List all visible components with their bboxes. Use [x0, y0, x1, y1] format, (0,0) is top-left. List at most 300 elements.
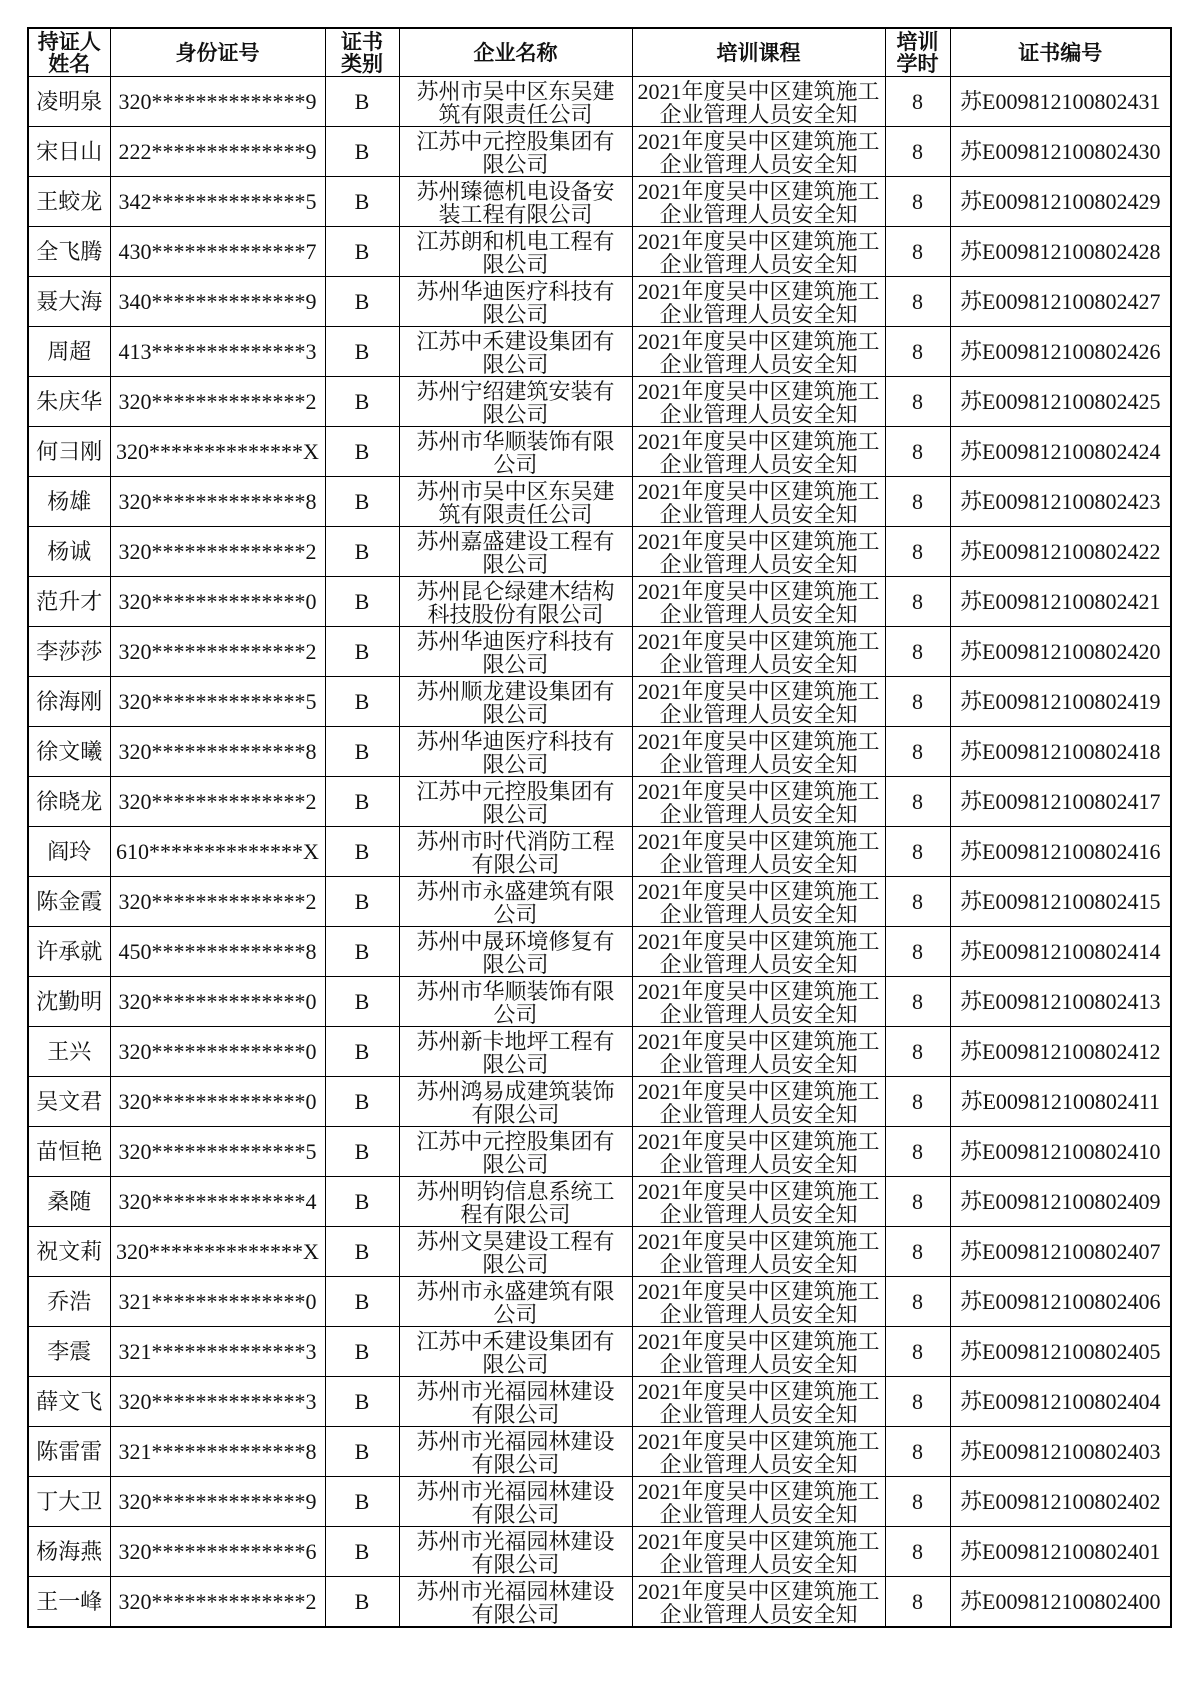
cert-type: B [325, 1527, 399, 1577]
course-cell [632, 1127, 885, 1177]
company-name: 苏州市光福园林建设有限公司 [416, 1529, 615, 1576]
table-row [28, 1227, 1171, 1277]
company-name: 苏州鸿易成建筑装饰有限公司 [416, 1079, 615, 1126]
table-row [28, 1527, 1171, 1577]
company-name: 苏州新卡地坪工程有限公司 [416, 1029, 615, 1076]
company-cell [399, 727, 632, 777]
course-cell [632, 1077, 885, 1127]
holder-name: 王兴 [28, 1027, 110, 1077]
cert-number: 苏E009812100802413 [950, 977, 1171, 1027]
id-number: 430**************7 [110, 227, 325, 277]
cert-type: B [325, 1027, 399, 1077]
training-course: 2021年度吴中区建筑施工企业管理人员安全知 [637, 979, 880, 1026]
training-hours: 8 [885, 477, 950, 527]
cert-number: 苏E009812100802430 [950, 127, 1171, 177]
course-cell [632, 1277, 885, 1327]
company-name: 苏州文昊建设工程有限公司 [416, 1229, 615, 1276]
course-cell [632, 1477, 885, 1527]
training-course: 2021年度吴中区建筑施工企业管理人员安全知 [637, 1379, 880, 1426]
course-cell [632, 1177, 885, 1227]
holder-name: 乔浩 [28, 1277, 110, 1327]
company-name: 苏州市华顺装饰有限公司 [416, 429, 615, 476]
training-course: 2021年度吴中区建筑施工企业管理人员安全知 [637, 1279, 880, 1326]
table-row [28, 777, 1171, 827]
training-hours: 8 [885, 927, 950, 977]
id-number: 320**************5 [110, 1127, 325, 1177]
course-cell [632, 177, 885, 227]
course-cell [632, 727, 885, 777]
training-hours: 8 [885, 1127, 950, 1177]
holder-name: 聂大海 [28, 277, 110, 327]
cert-number: 苏E009812100802423 [950, 477, 1171, 527]
course-cell [632, 1527, 885, 1577]
training-course: 2021年度吴中区建筑施工企业管理人员安全知 [637, 1529, 880, 1576]
training-hours: 8 [885, 1427, 950, 1477]
holder-name: 李震 [28, 1327, 110, 1377]
id-number: 340**************9 [110, 277, 325, 327]
cert-number: 苏E009812100802414 [950, 927, 1171, 977]
course-cell [632, 877, 885, 927]
holder-name: 徐文曦 [28, 727, 110, 777]
course-cell [632, 927, 885, 977]
training-course: 2021年度吴中区建筑施工企业管理人员安全知 [637, 529, 880, 576]
id-number: 320**************0 [110, 1027, 325, 1077]
holder-name: 阎玲 [28, 827, 110, 877]
company-name: 苏州臻德机电设备安装工程有限公司 [416, 179, 615, 226]
cert-type: B [325, 1227, 399, 1277]
id-number: 320**************9 [110, 77, 325, 127]
company-name: 苏州市永盛建筑有限公司 [416, 879, 615, 926]
training-course: 2021年度吴中区建筑施工企业管理人员安全知 [637, 729, 880, 776]
training-course: 2021年度吴中区建筑施工企业管理人员安全知 [637, 879, 880, 926]
holder-name: 徐晓龙 [28, 777, 110, 827]
cert-number: 苏E009812100802419 [950, 677, 1171, 727]
training-hours: 8 [885, 277, 950, 327]
company-name: 苏州宁绍建筑安装有限公司 [416, 379, 615, 426]
table-row [28, 1327, 1171, 1377]
holder-name: 沈勤明 [28, 977, 110, 1027]
company-cell [399, 1427, 632, 1477]
training-course: 2021年度吴中区建筑施工企业管理人员安全知 [637, 1079, 880, 1126]
header-row [28, 28, 1171, 77]
company-cell [399, 1377, 632, 1427]
training-course: 2021年度吴中区建筑施工企业管理人员安全知 [637, 429, 880, 476]
company-cell [399, 1277, 632, 1327]
company-cell [399, 877, 632, 927]
training-course: 2021年度吴中区建筑施工企业管理人员安全知 [637, 279, 880, 326]
table-row [28, 1277, 1171, 1327]
training-hours: 8 [885, 627, 950, 677]
cert-number: 苏E009812100802401 [950, 1527, 1171, 1577]
id-number: 320**************2 [110, 627, 325, 677]
holder-name: 王蛟龙 [28, 177, 110, 227]
id-number: 342**************5 [110, 177, 325, 227]
company-cell [399, 827, 632, 877]
table-row [28, 277, 1171, 327]
company-name: 苏州昆仑绿建木结构科技股份有限公司 [416, 579, 615, 626]
company-name: 苏州市吴中区东吴建筑有限责任公司 [416, 479, 615, 526]
training-hours: 8 [885, 127, 950, 177]
holder-name: 徐海刚 [28, 677, 110, 727]
header-cert-type: 证书类别 [325, 28, 399, 77]
holder-name: 吴文君 [28, 1077, 110, 1127]
course-cell [632, 277, 885, 327]
company-cell [399, 1527, 632, 1577]
header-holder-name: 持证人姓名 [28, 28, 110, 77]
table-row [28, 927, 1171, 977]
cert-type: B [325, 277, 399, 327]
holder-name: 杨雄 [28, 477, 110, 527]
company-name: 苏州市光福园林建设有限公司 [416, 1379, 615, 1426]
id-number: 320**************3 [110, 1377, 325, 1427]
company-cell [399, 77, 632, 127]
holder-name: 陈雷雷 [28, 1427, 110, 1477]
company-name: 苏州市吴中区东吴建筑有限责任公司 [416, 79, 615, 126]
company-cell [399, 627, 632, 677]
id-number: 320**************2 [110, 1577, 325, 1628]
training-course: 2021年度吴中区建筑施工企业管理人员安全知 [637, 1229, 880, 1276]
cert-type: B [325, 1377, 399, 1427]
cert-number: 苏E009812100802429 [950, 177, 1171, 227]
training-course: 2021年度吴中区建筑施工企业管理人员安全知 [637, 1479, 880, 1526]
header-id-number: 身份证号 [110, 28, 325, 77]
id-number: 320**************2 [110, 377, 325, 427]
course-cell [632, 577, 885, 627]
table-row [28, 677, 1171, 727]
table-row [28, 527, 1171, 577]
id-number: 413**************3 [110, 327, 325, 377]
cert-number: 苏E009812100802425 [950, 377, 1171, 427]
certificate-table [27, 27, 1172, 1628]
holder-name: 朱庆华 [28, 377, 110, 427]
table-row [28, 1427, 1171, 1477]
course-cell [632, 827, 885, 877]
cert-number: 苏E009812100802424 [950, 427, 1171, 477]
training-course: 2021年度吴中区建筑施工企业管理人员安全知 [637, 679, 880, 726]
training-course: 2021年度吴中区建筑施工企业管理人员安全知 [637, 1329, 880, 1376]
course-cell [632, 527, 885, 577]
table-row [28, 427, 1171, 477]
cert-type: B [325, 77, 399, 127]
training-hours: 8 [885, 327, 950, 377]
cert-number: 苏E009812100802400 [950, 1577, 1171, 1628]
holder-name: 李莎莎 [28, 627, 110, 677]
id-number: 320**************5 [110, 677, 325, 727]
course-cell [632, 77, 885, 127]
holder-name: 周超 [28, 327, 110, 377]
company-cell [399, 1477, 632, 1527]
id-number: 320**************X [110, 427, 325, 477]
cert-number: 苏E009812100802410 [950, 1127, 1171, 1177]
id-number: 320**************0 [110, 1077, 325, 1127]
company-name: 江苏中元控股集团有限公司 [416, 129, 615, 176]
cert-number: 苏E009812100802407 [950, 1227, 1171, 1277]
cert-number: 苏E009812100802405 [950, 1327, 1171, 1377]
id-number: 320**************2 [110, 877, 325, 927]
cert-type: B [325, 427, 399, 477]
company-cell [399, 927, 632, 977]
training-course: 2021年度吴中区建筑施工企业管理人员安全知 [637, 1129, 880, 1176]
training-hours: 8 [885, 177, 950, 227]
cert-number: 苏E009812100802422 [950, 527, 1171, 577]
cert-number: 苏E009812100802421 [950, 577, 1171, 627]
course-cell [632, 127, 885, 177]
company-cell [399, 177, 632, 227]
course-cell [632, 1227, 885, 1277]
course-cell [632, 977, 885, 1027]
training-course: 2021年度吴中区建筑施工企业管理人员安全知 [637, 179, 880, 226]
training-hours: 8 [885, 227, 950, 277]
id-number: 321**************0 [110, 1277, 325, 1327]
course-cell [632, 677, 885, 727]
id-number: 320**************2 [110, 777, 325, 827]
id-number: 320**************2 [110, 527, 325, 577]
cert-type: B [325, 1127, 399, 1177]
cert-type: B [325, 677, 399, 727]
training-hours: 8 [885, 377, 950, 427]
training-hours: 8 [885, 827, 950, 877]
course-cell [632, 1327, 885, 1377]
company-name: 苏州嘉盛建设工程有限公司 [416, 529, 615, 576]
holder-name: 桑随 [28, 1177, 110, 1227]
training-hours: 8 [885, 1577, 950, 1628]
cert-type: B [325, 177, 399, 227]
holder-name: 宋日山 [28, 127, 110, 177]
cert-number: 苏E009812100802417 [950, 777, 1171, 827]
cert-number: 苏E009812100802409 [950, 1177, 1171, 1227]
course-cell [632, 1027, 885, 1077]
course-cell [632, 427, 885, 477]
id-number: 320**************6 [110, 1527, 325, 1577]
training-course: 2021年度吴中区建筑施工企业管理人员安全知 [637, 929, 880, 976]
cert-type: B [325, 1277, 399, 1327]
table-row [28, 1027, 1171, 1077]
company-name: 苏州市时代消防工程有限公司 [416, 829, 615, 876]
header-company: 企业名称 [399, 28, 632, 77]
training-course: 2021年度吴中区建筑施工企业管理人员安全知 [637, 79, 880, 126]
table-row [28, 1477, 1171, 1527]
holder-name: 许承就 [28, 927, 110, 977]
cert-type: B [325, 827, 399, 877]
training-hours: 8 [885, 77, 950, 127]
company-cell [399, 677, 632, 727]
table-row [28, 627, 1171, 677]
header-hours: 培训学时 [885, 28, 950, 77]
training-course: 2021年度吴中区建筑施工企业管理人员安全知 [637, 329, 880, 376]
training-course: 2021年度吴中区建筑施工企业管理人员安全知 [637, 579, 880, 626]
course-cell [632, 777, 885, 827]
training-course: 2021年度吴中区建筑施工企业管理人员安全知 [637, 629, 880, 676]
company-cell [399, 477, 632, 527]
id-number: 320**************X [110, 1227, 325, 1277]
training-course: 2021年度吴中区建筑施工企业管理人员安全知 [637, 129, 880, 176]
id-number: 321**************3 [110, 1327, 325, 1377]
company-name: 江苏中元控股集团有限公司 [416, 1129, 615, 1176]
company-name: 苏州华迪医疗科技有限公司 [416, 729, 615, 776]
cert-number: 苏E009812100802411 [950, 1077, 1171, 1127]
cert-type: B [325, 777, 399, 827]
training-hours: 8 [885, 1227, 950, 1277]
company-cell [399, 1027, 632, 1077]
table-row [28, 1577, 1171, 1628]
training-hours: 8 [885, 527, 950, 577]
company-name: 江苏中元控股集团有限公司 [416, 779, 615, 826]
company-name: 苏州市光福园林建设有限公司 [416, 1479, 615, 1526]
company-cell [399, 777, 632, 827]
company-name: 江苏朗和机电工程有限公司 [416, 229, 615, 276]
table-row [28, 77, 1171, 127]
cert-type: B [325, 577, 399, 627]
company-cell [399, 977, 632, 1027]
cert-type: B [325, 927, 399, 977]
cert-type: B [325, 327, 399, 377]
training-course: 2021年度吴中区建筑施工企业管理人员安全知 [637, 229, 880, 276]
holder-name: 祝文莉 [28, 1227, 110, 1277]
company-name: 江苏中禾建设集团有限公司 [416, 329, 615, 376]
company-cell [399, 427, 632, 477]
cert-type: B [325, 1427, 399, 1477]
id-number: 450**************8 [110, 927, 325, 977]
holder-name: 薛文飞 [28, 1377, 110, 1427]
course-cell [632, 327, 885, 377]
holder-name: 丁大卫 [28, 1477, 110, 1527]
company-name: 江苏中禾建设集团有限公司 [416, 1329, 615, 1376]
training-course: 2021年度吴中区建筑施工企业管理人员安全知 [637, 1429, 880, 1476]
training-course: 2021年度吴中区建筑施工企业管理人员安全知 [637, 379, 880, 426]
holder-name: 何彐刚 [28, 427, 110, 477]
cert-type: B [325, 727, 399, 777]
table-row [28, 1077, 1171, 1127]
id-number: 610**************X [110, 827, 325, 877]
cert-number: 苏E009812100802426 [950, 327, 1171, 377]
company-name: 苏州市永盛建筑有限公司 [416, 1279, 615, 1326]
cert-number: 苏E009812100802418 [950, 727, 1171, 777]
training-course: 2021年度吴中区建筑施工企业管理人员安全知 [637, 779, 880, 826]
company-cell [399, 527, 632, 577]
cert-type: B [325, 477, 399, 527]
cert-type: B [325, 627, 399, 677]
training-hours: 8 [885, 677, 950, 727]
table-row [28, 477, 1171, 527]
cert-number: 苏E009812100802402 [950, 1477, 1171, 1527]
cert-number: 苏E009812100802403 [950, 1427, 1171, 1477]
company-name: 苏州市光福园林建设有限公司 [416, 1429, 615, 1476]
cert-number: 苏E009812100802431 [950, 77, 1171, 127]
cert-type: B [325, 377, 399, 427]
training-course: 2021年度吴中区建筑施工企业管理人员安全知 [637, 1179, 880, 1226]
training-hours: 8 [885, 577, 950, 627]
training-hours: 8 [885, 727, 950, 777]
table-row [28, 127, 1171, 177]
training-hours: 8 [885, 1277, 950, 1327]
table-row [28, 327, 1171, 377]
company-name: 苏州市光福园林建设有限公司 [416, 1579, 615, 1626]
company-cell [399, 227, 632, 277]
cert-type: B [325, 877, 399, 927]
cert-type: B [325, 977, 399, 1027]
course-cell [632, 477, 885, 527]
holder-name: 王一峰 [28, 1577, 110, 1628]
company-cell [399, 1177, 632, 1227]
training-hours: 8 [885, 427, 950, 477]
holder-name: 苗恒艳 [28, 1127, 110, 1177]
cert-type: B [325, 1177, 399, 1227]
training-hours: 8 [885, 1377, 950, 1427]
cert-number: 苏E009812100802427 [950, 277, 1171, 327]
cert-number: 苏E009812100802404 [950, 1377, 1171, 1427]
table-row [28, 227, 1171, 277]
company-name: 苏州中晟环境修复有限公司 [416, 929, 615, 976]
holder-name: 全飞腾 [28, 227, 110, 277]
company-name: 苏州市华顺装饰有限公司 [416, 979, 615, 1026]
company-cell [399, 1227, 632, 1277]
cert-number: 苏E009812100802420 [950, 627, 1171, 677]
training-hours: 8 [885, 777, 950, 827]
id-number: 320**************4 [110, 1177, 325, 1227]
cert-type: B [325, 227, 399, 277]
course-cell [632, 1377, 885, 1427]
cert-number: 苏E009812100802412 [950, 1027, 1171, 1077]
table-row [28, 1127, 1171, 1177]
company-name: 苏州顺龙建设集团有限公司 [416, 679, 615, 726]
company-cell [399, 1327, 632, 1377]
company-name: 苏州华迪医疗科技有限公司 [416, 279, 615, 326]
training-course: 2021年度吴中区建筑施工企业管理人员安全知 [637, 1579, 880, 1626]
company-cell [399, 1077, 632, 1127]
table-row [28, 1177, 1171, 1227]
id-number: 320**************0 [110, 577, 325, 627]
course-cell [632, 1577, 885, 1628]
training-hours: 8 [885, 1027, 950, 1077]
training-course: 2021年度吴中区建筑施工企业管理人员安全知 [637, 479, 880, 526]
holder-name: 陈金霞 [28, 877, 110, 927]
table-row [28, 977, 1171, 1027]
id-number: 320**************0 [110, 977, 325, 1027]
training-course: 2021年度吴中区建筑施工企业管理人员安全知 [637, 829, 880, 876]
holder-name: 杨海燕 [28, 1527, 110, 1577]
header-cert-no: 证书编号 [950, 28, 1171, 77]
id-number: 320**************9 [110, 1477, 325, 1527]
cert-type: B [325, 127, 399, 177]
holder-name: 凌明泉 [28, 77, 110, 127]
table-row [28, 377, 1171, 427]
id-number: 222**************9 [110, 127, 325, 177]
id-number: 321**************8 [110, 1427, 325, 1477]
company-cell [399, 277, 632, 327]
cert-type: B [325, 1577, 399, 1628]
table-row [28, 827, 1171, 877]
cert-number: 苏E009812100802416 [950, 827, 1171, 877]
id-number: 320**************8 [110, 477, 325, 527]
company-name: 苏州明钧信息系统工程有限公司 [416, 1179, 615, 1226]
cert-type: B [325, 1327, 399, 1377]
table-row [28, 177, 1171, 227]
training-hours: 8 [885, 1177, 950, 1227]
cert-type: B [325, 527, 399, 577]
course-cell [632, 377, 885, 427]
training-hours: 8 [885, 1327, 950, 1377]
company-cell [399, 1577, 632, 1628]
training-hours: 8 [885, 1077, 950, 1127]
holder-name: 范升才 [28, 577, 110, 627]
company-cell [399, 1127, 632, 1177]
training-hours: 8 [885, 877, 950, 927]
course-cell [632, 227, 885, 277]
table-row [28, 877, 1171, 927]
training-hours: 8 [885, 1477, 950, 1527]
company-cell [399, 577, 632, 627]
cert-type: B [325, 1477, 399, 1527]
